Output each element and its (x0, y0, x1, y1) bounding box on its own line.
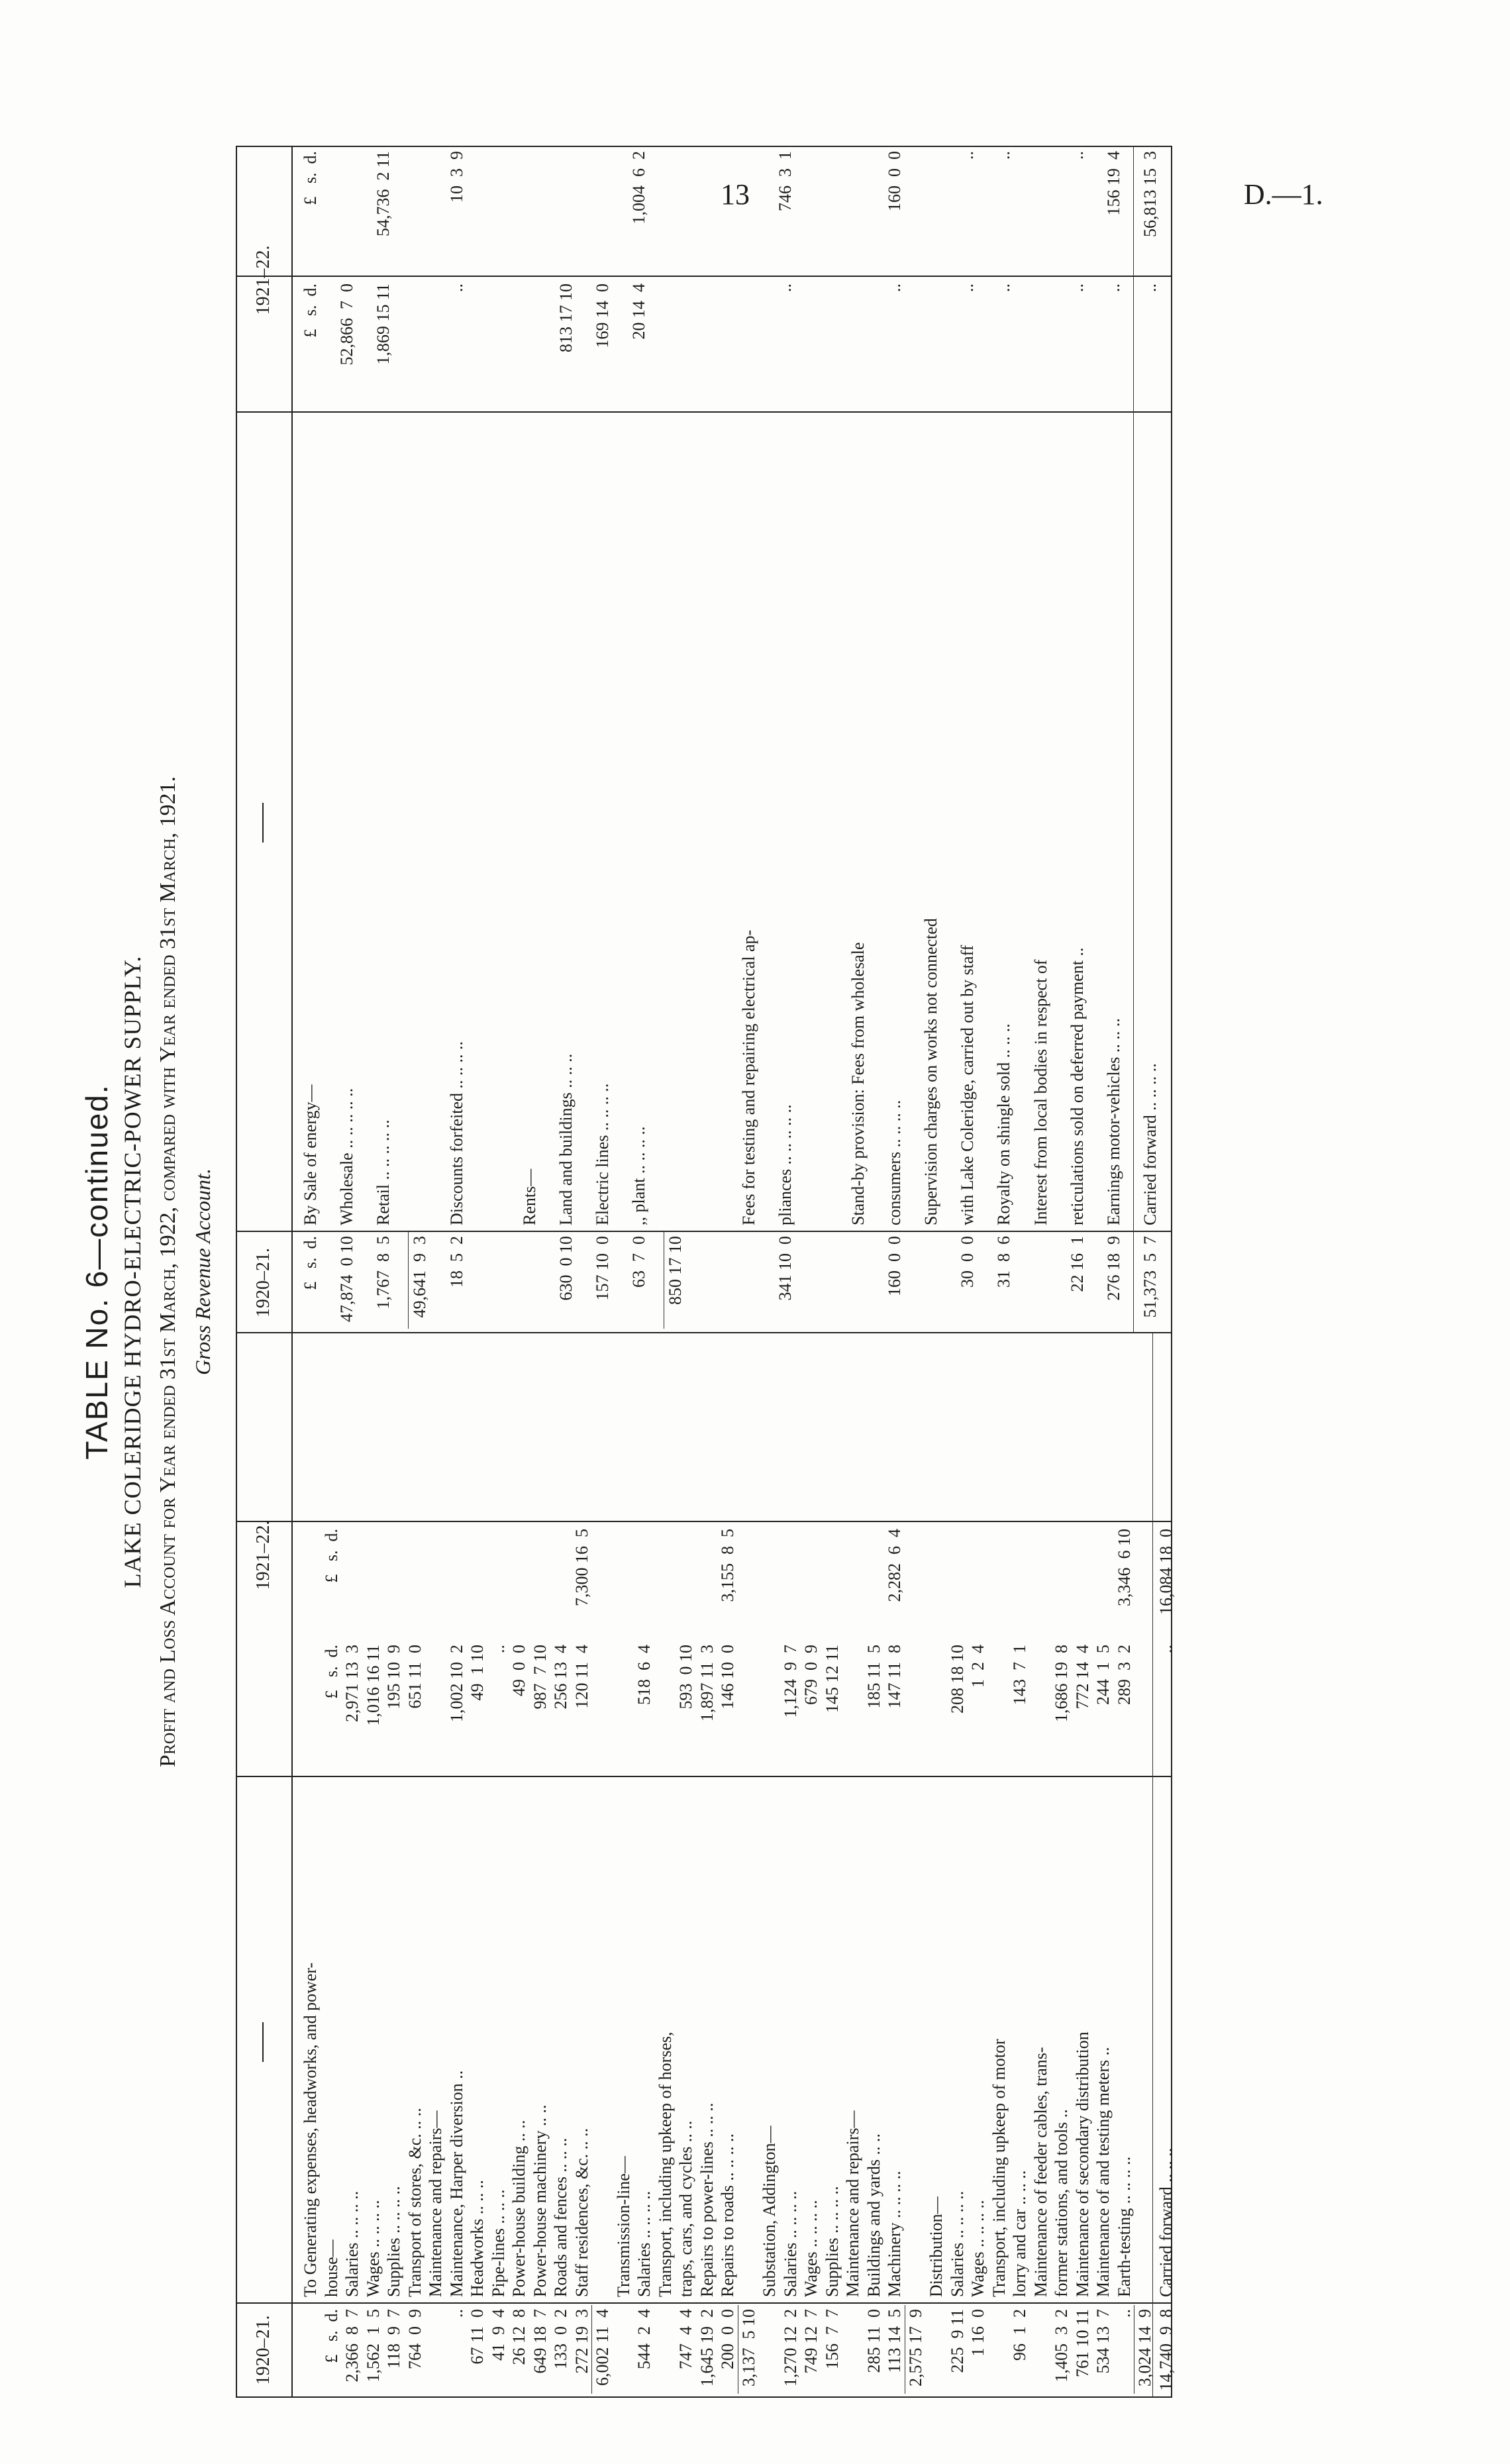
expense-item-label: Earth-testing .. .. .. .. (1114, 2156, 1134, 2297)
expense-item-label: Wages .. .. .. .. (363, 2200, 383, 2297)
revenue-item-label: pliances .. .. .. .. .. (775, 1104, 795, 1225)
revenue-1921-detail-amount: 52,866 7 0 (337, 283, 357, 366)
expense-item-label: Power-house building .. .. (509, 2120, 528, 2297)
revenue-item-label: Interest from local bodies in respect of (1031, 959, 1050, 1225)
revenue-1920-amount: 31 8 6 (994, 1236, 1014, 1288)
left-particulars-dash (262, 2022, 264, 2062)
revenue-1921-total-amount: 160 0 0 (885, 151, 904, 211)
revenue-1920-amount: 30 0 0 (958, 1236, 978, 1288)
revenue-1921-total-amount: 54,736 2 11 (374, 151, 393, 237)
expense-1920-amount: 285 11 0 (864, 2309, 883, 2373)
expense-item-label: traps, cars, and cycles .. .. (676, 2120, 695, 2297)
revenue-1920-amount: £ s. d. (301, 1236, 320, 1290)
expense-1921-detail-amount: 49 0 0 (509, 1645, 528, 1696)
expense-item-label: Supplies .. .. .. .. (822, 2186, 842, 2297)
expense-item-label: Transmission-line— (613, 2156, 633, 2297)
expense-item-label: Power-house machinery .. .. (530, 2104, 550, 2297)
expense-item-label: Transport of stores, &c. .. .. (405, 2108, 425, 2297)
rotated-table-sheet (79, 146, 1272, 2398)
expense-item-label: Maintenance and repairs— (843, 2110, 862, 2297)
revenue-1921-detail-amount: .. (1103, 283, 1123, 292)
expense-item-label: Distribution— (927, 2196, 946, 2297)
expense-1921-detail-amount: 185 11 5 (864, 1645, 883, 1709)
expense-1921-detail-amount: 987 7 10 (530, 1645, 550, 1710)
expense-1920-amount: 272 19 3 (572, 2309, 591, 2374)
expense-1920-amount: .. (1114, 2309, 1134, 2318)
revenue-1921-total-amount: .. (958, 151, 978, 160)
revenue-1921-detail-amount: £ s. d. (301, 283, 320, 338)
right-1920-header: 1920–21. (253, 1248, 274, 1317)
expense-item-label: Transport, including upkeep of motor (989, 2039, 1009, 2297)
revenue-1921-detail-amount: .. (994, 283, 1014, 292)
revenue-1921-total-amount: 56,813 15 3 (1140, 151, 1160, 237)
revenue-1921-total-amount: .. (994, 151, 1014, 160)
revenue-1921-detail-amount: .. (958, 283, 978, 292)
expense-1921-detail-amount: £ s. d. (321, 1645, 341, 1699)
expense-item-label: Maintenance of and testing meters .. (1093, 2047, 1113, 2297)
expense-1920-amount: 225 9 11 (947, 2309, 967, 2373)
expense-item-label: Repairs to roads .. .. .. .. (718, 2133, 737, 2297)
expense-1920-amount: 2,575 17 9 (905, 2309, 925, 2387)
revenue-item-label: Royalty on shingle sold .. .. .. (994, 1023, 1014, 1225)
revenue-subtotal-rule (408, 1232, 409, 1329)
supply-title: LAKE COLERIDGE HYDRO-ELECTRIC-POWER SUPPLY. (119, 955, 146, 1588)
expense-1921-total-amount: £ s. d. (321, 1529, 341, 1583)
expense-item-label: Maintenance of feeder cables, trans- (1031, 2047, 1050, 2297)
expense-1921-detail-amount: 651 11 0 (405, 1645, 425, 1709)
expense-item-label: Headworks .. .. .. (468, 2180, 487, 2297)
expense-1921-total-amount: 7,300 16 5 (572, 1529, 591, 1606)
expense-item-label: Pipe-lines .. .. .. (488, 2189, 508, 2297)
revenue-item-label: Land and buildings .. .. .. (556, 1053, 576, 1225)
expense-1920-amount: .. (446, 2309, 466, 2318)
expense-1920-amount: £ s. d. (321, 2309, 341, 2363)
revenue-1921-total-amount: £ s. d. (301, 151, 320, 205)
revenue-item-label: Electric lines .. .. .. .. (593, 1083, 612, 1225)
expense-item-label: Supplies .. .. .. .. (384, 2186, 403, 2297)
right-1921-header: 1921–22. (253, 245, 274, 315)
revenue-item-label: By Sale of energy— (301, 1084, 320, 1225)
revenue-1921-detail-amount: 169 14 0 (593, 283, 612, 348)
expense-item-label: Substation, Addington— (760, 2126, 779, 2297)
revenue-1920-amount: 49,641 9 3 (410, 1236, 430, 1318)
revenue-item-label: reticulations sold on deferred payment .. (1067, 947, 1087, 1225)
expense-1921-detail-amount: .. (488, 1645, 508, 1653)
expense-1920-amount: 1,562 1 5 (363, 2309, 383, 2383)
page-number: 13 (721, 178, 750, 211)
expense-1921-detail-amount: 195 10 9 (384, 1645, 403, 1710)
expense-item-label: Salaries .. .. .. .. (634, 2190, 654, 2297)
expense-item-label: Salaries .. .. .. .. (342, 2190, 362, 2297)
expense-1920-amount: 1,270 12 2 (780, 2309, 800, 2387)
expense-item-label: Transport, including upkeep of horses, (655, 2031, 675, 2297)
revenue-1921-detail-amount: 20 14 4 (629, 283, 649, 340)
left-1921-header: 1921–22. (253, 1520, 274, 1590)
expense-1921-total-amount: 3,155 8 5 (718, 1529, 737, 1602)
revenue-item-label: Fees for testing and repairing electrical ap- (738, 929, 758, 1225)
expense-item-label: Roads and fences .. .. .. (551, 2137, 570, 2297)
revenue-item-label: with Lake Coleridge, carried out by staff (958, 945, 978, 1225)
expense-total-rule (1152, 1333, 1153, 2396)
expense-1921-detail-amount: 289 3 2 (1114, 1645, 1134, 1705)
revenue-item-label: ,, plant .. .. .. .. (629, 1126, 649, 1225)
expense-item-label: Maintenance and repairs— (426, 2110, 445, 2297)
revenue-1921-detail-amount: 813 17 10 (556, 283, 576, 352)
revenue-1920-amount: 850 17 10 (666, 1236, 685, 1305)
revenue-1921-detail-amount: .. (775, 283, 795, 292)
expense-1920-amount: 41 9 4 (488, 2309, 508, 2361)
expense-item-label: former stations, and tools .. (1052, 2109, 1071, 2297)
revenue-1920-amount: 160 0 0 (885, 1236, 904, 1296)
expense-1921-detail-amount: 518 6 4 (634, 1645, 654, 1705)
expense-1921-detail-amount: 120 11 4 (572, 1645, 591, 1709)
expense-1920-amount: 1 16 0 (968, 2309, 987, 2357)
right-particulars-dash (262, 803, 264, 843)
expense-1920-amount: 3,024 14 9 (1135, 2309, 1154, 2387)
revenue-1920-amount: 47,874 0 10 (337, 1236, 357, 1322)
revenue-item-label: Rents— (519, 1168, 539, 1225)
left-1920-header: 1920–21. (253, 2315, 274, 2385)
revenue-item-label: Discounts forfeited .. .. .. .. (446, 1041, 466, 1225)
expense-item-label: To Generating expenses, headworks, and power- (301, 1962, 320, 2297)
revenue-1921-detail-amount: .. (885, 283, 904, 292)
expense-1921-detail-amount: 147 11 8 (885, 1645, 904, 1709)
revenue-1921-total-amount: 1,004 6 2 (629, 151, 649, 225)
revenue-1921-total-amount: 156 19 4 (1103, 151, 1123, 216)
expense-1921-detail-amount: 208 18 10 (947, 1645, 967, 1714)
expense-item-label: house— (321, 2239, 341, 2297)
revenue-1921-detail-amount: .. (446, 283, 466, 292)
account-title: Profit and Loss Account for Year ended 31st March, 1922, compared with Year ended 31st March, 1921. (156, 776, 180, 1767)
expense-item-label: Wages .. .. .. .. (801, 2200, 821, 2297)
revenue-1920-amount: 1,767 8 5 (374, 1236, 393, 1309)
expense-1921-detail-amount: 2,971 13 3 (342, 1645, 362, 1722)
account-subtitle: Gross Revenue Account. (191, 1168, 215, 1375)
revenue-1920-amount: 22 16 1 (1067, 1236, 1087, 1292)
expense-1921-detail-amount: 1,897 11 3 (697, 1645, 717, 1722)
expense-item-label: Maintenance, Harper diversion .. (446, 2070, 466, 2297)
expense-item-label: Staff residences, &c. .. .. (572, 2128, 591, 2297)
page-reference: D.—1. (1244, 178, 1323, 211)
expense-item-label: Repairs to power-lines .. .. .. (697, 2102, 717, 2297)
expense-1921-detail-amount: 1 2 4 (968, 1645, 987, 1688)
expense-1920-amount: 534 13 7 (1093, 2309, 1113, 2374)
revenue-1921-total-amount: 10 3 9 (446, 151, 466, 203)
expense-1920-amount: 67 11 0 (468, 2309, 487, 2365)
revenue-item-label: Wholesale .. .. .. .. .. (337, 1088, 357, 1225)
expense-1921-detail-amount: 49 1 10 (468, 1645, 487, 1701)
expense-1920-amount: 764 0 9 (405, 2309, 425, 2369)
expense-item-label: lorry and car .. .. .. (1010, 2170, 1029, 2297)
table-title: TABLE No. 6—continued. (79, 1084, 114, 1460)
revenue-item-label: Carried forward .. .. .. .. (1140, 1063, 1160, 1225)
expense-1920-amount: 2,366 8 7 (342, 2309, 362, 2383)
revenue-1920-amount: 63 7 0 (629, 1236, 649, 1288)
expense-1921-total-amount: 3,346 6 10 (1114, 1529, 1134, 1606)
expense-item-label: Wages .. .. .. .. (968, 2200, 987, 2297)
expense-1920-amount: 200 0 0 (718, 2309, 737, 2369)
expense-1920-amount: 96 1 2 (1010, 2309, 1029, 2361)
revenue-1921-detail-amount: .. (1140, 283, 1160, 292)
expense-1920-amount: 1,645 19 2 (697, 2309, 717, 2387)
expense-1921-detail-amount: 256 13 4 (551, 1645, 570, 1710)
expense-1920-amount: 133 0 2 (551, 2309, 570, 2369)
expense-1921-detail-amount: .. (1156, 1645, 1176, 1653)
revenue-1920-amount: 18 5 2 (446, 1236, 466, 1288)
expense-1920-amount: 6,002 11 4 (593, 2309, 612, 2387)
expense-1921-detail-amount: 143 7 1 (1010, 1645, 1029, 1705)
expense-item-label: Machinery .. .. .. .. (885, 2171, 904, 2297)
expense-1921-detail-amount: 244 1 5 (1093, 1645, 1113, 1705)
revenue-1920-amount: 276 18 9 (1103, 1236, 1123, 1301)
expense-1921-detail-amount: 1,686 19 8 (1052, 1645, 1071, 1722)
revenue-item-label: consumers .. .. .. .. (885, 1100, 904, 1225)
expense-1920-amount: 113 14 5 (885, 2309, 904, 2373)
revenue-item-label: Supervision charges on works not connected (921, 918, 941, 1225)
expense-1920-amount: 14,740 9 8 (1156, 2309, 1176, 2391)
expense-1921-detail-amount: 1,124 9 7 (780, 1645, 800, 1718)
expense-1921-total-amount: 16,084 18 0 (1156, 1529, 1176, 1615)
revenue-item-label: Retail .. .. .. .. .. (374, 1119, 393, 1225)
revenue-1920-amount: 157 10 0 (593, 1236, 612, 1301)
revenue-1921-total-amount: 746 3 1 (775, 151, 795, 211)
expense-1920-amount: 3,137 5 10 (738, 2309, 758, 2387)
expense-1920-amount: 749 12 7 (801, 2309, 821, 2374)
expense-1920-amount: 544 2 4 (634, 2309, 654, 2369)
expense-1921-total-amount: 2,282 6 4 (885, 1529, 904, 1602)
revenue-1920-amount: 630 0 10 (556, 1236, 576, 1301)
revenue-1921-detail-amount: 1,869 15 11 (374, 283, 393, 365)
expense-1920-amount: 649 18 7 (530, 2309, 550, 2374)
expense-1921-detail-amount: 145 12 11 (822, 1645, 842, 1714)
expense-1920-amount: 761 10 11 (1072, 2309, 1092, 2378)
revenue-1920-amount: 51,373 5 7 (1140, 1236, 1160, 1318)
expense-1920-amount: 747 4 4 (676, 2309, 695, 2369)
expense-1920-amount: 156 7 7 (822, 2309, 842, 2369)
revenue-1921-detail-amount: .. (1067, 283, 1087, 292)
revenue-item-label: Earnings motor-vehicles .. .. .. (1103, 1018, 1123, 1225)
expense-1921-detail-amount: 146 10 0 (718, 1645, 737, 1710)
revenue-total-rule (1133, 147, 1134, 1333)
expense-1921-detail-amount: 772 14 4 (1072, 1645, 1092, 1710)
expense-item-label: Carried forward .. .. .. (1156, 2147, 1176, 2297)
revenue-1921-total-amount: .. (1067, 151, 1087, 160)
expense-1921-detail-amount: 593 0 10 (676, 1645, 695, 1710)
expense-1921-detail-amount: 1,002 10 2 (446, 1645, 466, 1722)
revenue-1920-amount: 341 10 0 (775, 1236, 795, 1301)
expense-subtotal-rule (591, 2305, 592, 2394)
account-table (236, 146, 1176, 2398)
expense-1920-amount: 1,405 3 2 (1052, 2309, 1071, 2383)
expense-1920-amount: 26 12 8 (509, 2309, 528, 2365)
expense-item-label: Salaries .. .. .. .. (780, 2190, 800, 2297)
expense-item-label: Maintenance of secondary distribution (1072, 2031, 1092, 2297)
revenue-item-label: Stand-by provision: Fees from wholesale (848, 942, 868, 1225)
expense-1921-detail-amount: 679 0 9 (801, 1645, 821, 1705)
expense-item-label: Buildings and yards .. .. (864, 2133, 883, 2297)
expense-item-label: Salaries .. .. .. .. (947, 2190, 967, 2297)
expense-1920-amount: 118 9 7 (384, 2309, 403, 2369)
expense-1921-detail-amount: 1,016 16 11 (363, 1645, 383, 1726)
